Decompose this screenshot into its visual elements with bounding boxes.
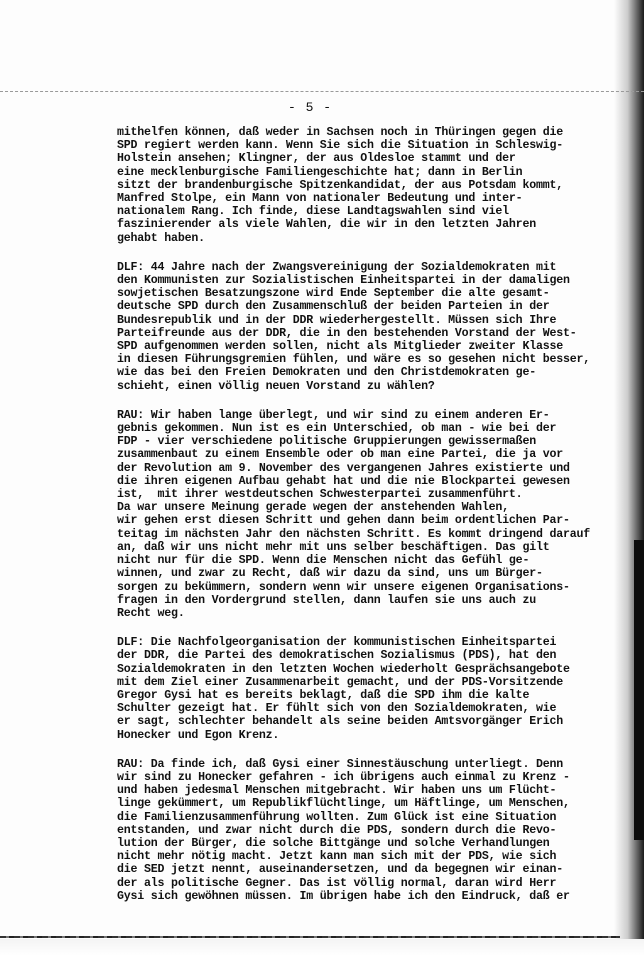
text-line: wir sind zu Honecker gefahren - ich übrigens auch einmal zu Krenz -	[117, 770, 570, 784]
text-line: wir gehen erst diesen Schritt und gehen dann beim ordentlichen Par-	[117, 514, 570, 528]
text-line: DLF: 44 Jahre nach der Zwangsvereinigung der Sozialdemokraten mit	[117, 260, 557, 274]
text-line: teitag im nächsten Jahr den nächsten Schritt. Es kommt dringend darauf	[117, 527, 591, 541]
text-line: Manfred Stolpe, ein Mann von nationaler Bedeutung und inter-	[117, 192, 523, 206]
text-line: FDP - vier verschiedene politische Gruppierungen gewissermaßen	[117, 435, 536, 449]
text-line: der als politische Gegner. Das ist völlig normal, daran wird Herr	[117, 876, 557, 890]
document-body	[117, 126, 597, 919]
text-line: Schulter gezeigt hat. Er fühlt sich von den Sozialdemokraten, wie	[117, 702, 557, 716]
text-line: den Kommunisten zur Sozialistischen Einheitspartei in der damaligen	[117, 274, 570, 288]
text-line: fragen in den Vordergrund stellen, dann laufen sie uns auch zu	[117, 593, 536, 607]
text-line: er sagt, schlechter behandelt als seine beiden Amtsvorgänger Erich	[117, 715, 563, 729]
paragraph	[117, 636, 597, 742]
text-line: SPD regiert werden kann. Wenn Sie sich die Situation in Schleswig-	[117, 139, 563, 153]
text-line: RAU: Da finde ich, daß Gysi einer Sinnestäuschung unterliegt. Denn	[117, 757, 563, 771]
text-line: faszinierender als viele Wahlen, die wir in den letzten Jahren	[117, 218, 536, 232]
text-line: Gregor Gysi hat es bereits beklagt, daß die SPD ihm die kalte	[117, 688, 530, 702]
text-line: SPD aufgenommen werden sollen, nicht als Mitglieder zweiter Klasse	[117, 340, 563, 354]
text-line: nationalem Rang. Ich finde, diese Landtagswahlen sind viel	[117, 205, 509, 219]
top-divider-line	[0, 91, 644, 92]
paragraph	[117, 126, 597, 245]
scan-bottom-margin	[0, 939, 644, 956]
text-line: Da war unsere Meinung gerade wegen der anstehenden Wahlen,	[117, 501, 509, 515]
text-line: an, daß wir uns nicht mehr mit uns selber beschäftigen. Das gilt	[117, 540, 550, 554]
bottom-divider-line	[0, 936, 620, 938]
text-line: deutsche SPD durch den Zusammenschluß der beiden Parteien in der	[117, 300, 550, 314]
text-line: nicht mehr nötig macht. Jetzt kann man sich mit der PDS, wie sich	[117, 850, 557, 864]
text-line: Recht weg.	[117, 606, 185, 620]
text-line: DLF: Die Nachfolgeorganisation der kommunistischen Einheitspartei	[117, 636, 557, 650]
text-line: Sozialdemokraten in den letzten Wochen wiederholt Gesprächsangebote	[117, 662, 570, 676]
page-number: - 5 -	[288, 100, 333, 115]
text-line: RAU: Wir haben lange überlegt, und wir sind zu einem anderen Er-	[117, 408, 550, 422]
text-line: der DDR, die Partei des demokratischen Sozialismus (PDS), hat den	[117, 649, 557, 663]
text-line: entstanden, und zwar nicht durch die PDS, sondern durch die Revo-	[117, 823, 557, 837]
text-line: die SED jetzt nennt, auseinandersetzen, und da begegnen wir einan-	[117, 863, 563, 877]
text-line: schieht, einen völlig neuen Vorstand zu wählen?	[117, 379, 435, 393]
text-line: sitzt der brandenburgische Spitzenkandidat, der aus Potsdam kommt,	[117, 178, 563, 192]
text-line: der Revolution am 9. November des vergangenen Jahres existierte und	[117, 461, 570, 475]
text-line: mithelfen können, daß weder in Sachsen noch in Thüringen gegen die	[117, 126, 563, 139]
text-line: eine mecklenburgische Familiengeschichte hat; dann in Berlin	[117, 165, 523, 179]
text-line: linge gekümmert, um Republikflüchtlinge, um Häftlinge, um Menschen,	[117, 797, 570, 811]
text-line: winnen, und zwar zu Recht, daß wir dazu da sind, uns um Bürger-	[117, 567, 543, 581]
text-line: Gysi sich gewöhnen müssen. Im übrigen habe ich den Eindruck, daß er	[117, 889, 570, 903]
text-line: und haben jedesmal Menschen mitgebracht. Wir haben uns um Flücht-	[117, 784, 557, 798]
text-line: Holstein ansehen; Klingner, der aus Oldesloe stammt und der	[117, 152, 516, 166]
text-line: gebnis gekommen. Nun ist es ein Unterschied, ob man - wie bei der	[117, 422, 557, 436]
paragraph	[117, 409, 597, 620]
text-line: zusammenbaut zu einem Ensemble oder ob man eine Partei, die ja vor	[117, 448, 563, 462]
text-line: die Familienzusammenführung wollten. Zum Glück ist eine Situation	[117, 810, 557, 824]
text-line: gehabt haben.	[117, 231, 205, 245]
text-line: die ihren eigenen Aufbau gehabt hat und die nie Blockpartei gewesen	[117, 474, 570, 488]
text-line: sowjetischen Besatzungszone wird Ende September die alte gesamt-	[117, 287, 550, 301]
text-line: sorgen zu bekümmern, sondern wenn wir unsere eigenen Organisations-	[117, 580, 570, 594]
text-line: ist, mit ihrer westdeutschen Schwesterpartei zusammenführt.	[117, 488, 523, 502]
scan-edge-dark-strip	[634, 540, 644, 840]
paragraph	[117, 758, 597, 903]
text-line: Bundesrepublik und in der DDR wiederhergestellt. Müssen sich Ihre	[117, 313, 557, 327]
text-line: Honecker und Egon Krenz.	[117, 728, 280, 742]
text-line: nicht nur für die SPD. Wenn die Menschen nicht das Gefühl ge-	[117, 554, 530, 568]
text-line: mit dem Ziel einer Zusammenarbeit gemacht, und der PDS-Vorsitzende	[117, 675, 563, 689]
text-line: wie das bei den Freien Demokraten und den Christdemokraten ge-	[117, 366, 536, 380]
text-line: Parteifreunde aus der DDR, die in den bestehenden Vorstand der West-	[117, 326, 577, 340]
text-line: lution der Bürger, die solche Bittgänge und solche Verhandlungen	[117, 836, 550, 850]
paragraph	[117, 261, 597, 393]
text-line: in diesen Führungsgremien fühlen, und wäre es so gesehen nicht besser,	[117, 353, 591, 367]
